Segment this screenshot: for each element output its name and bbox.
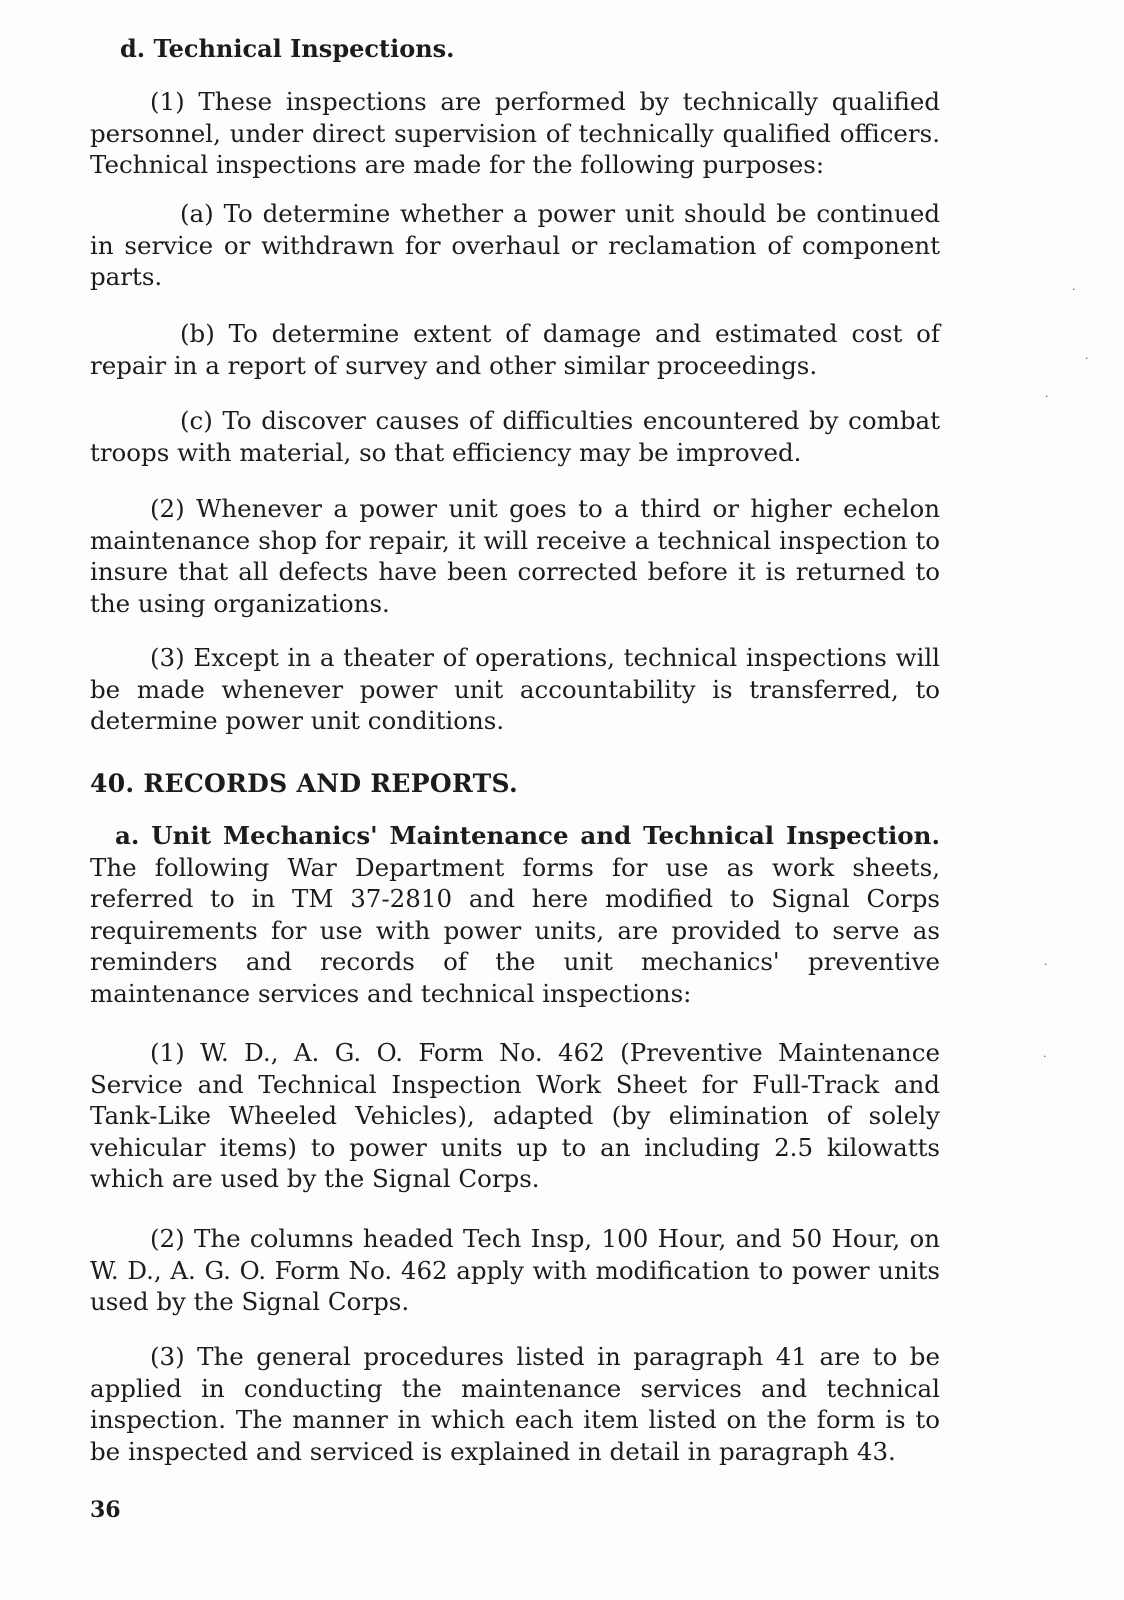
document-page <box>90 0 940 1600</box>
scan-speck: · <box>1072 283 1076 296</box>
paragraph-40a <box>90 820 940 1009</box>
paragraph-40a-text: The following War Department forms for use as work sheets, referred to in TM 37-2810 and here modified to Signal Corps requirements for use with power units, are provided to serve as reminders and records of the unit mechanics' preventive maintenance services and technical inspections: <box>90 852 940 1008</box>
section-heading: 40. RECORDS AND REPORTS. <box>90 769 518 798</box>
paragraph-40a-3: (3) The general procedures listed in paragraph 41 are to be applied in conducting the maintenance services and technical inspection. The manner in which each item listed on the form is to be inspected and serviced is explained in detail in paragraph 43. <box>90 1342 940 1466</box>
paragraph-2: (2) Whenever a power unit goes to a third or higher echelon maintenance shop for repair, it will receive a technical inspection to insure that all defects have been corrected before it is returned to the using organizations. <box>90 494 940 618</box>
paragraph-40a-1: (1) W. D., A. G. O. Form No. 462 (Preventive Maintenance Service and Technical Inspection Work Sheet for Full-Track and Tank-Like Wheeled Vehicles), adapted (by elimination of solely vehicular items) to power units up to an including 2.5 kilowatts which are used by the Signal Corps. <box>90 1038 940 1193</box>
paragraph-40a-2: (2) The columns headed Tech Insp, 100 Hour, and 50 Hour, on W. D., A. G. O. Form No. 462 apply with modification to power units used by the Signal Corps. <box>90 1224 940 1316</box>
scan-speck: · <box>1045 390 1049 403</box>
paragraph-1: (1) These inspections are performed by technically qualified personnel, under direct supervision of technically qualified officers. Technical inspections are made for the following purposes: <box>90 87 940 179</box>
page-number: 36 <box>90 1497 121 1523</box>
scan-speck: · <box>1044 958 1048 971</box>
paragraph-3: (3) Except in a theater of operations, technical inspections will be made whenever power unit accountability is transferred, to determine power unit conditions. <box>90 643 940 735</box>
paragraph-1a: (a) To determine whether a power unit should be continued in service or withdrawn for overhaul or reclamation of component parts. <box>90 199 940 291</box>
scan-speck: · <box>1085 352 1089 365</box>
subsection-heading: d. Technical Inspections. <box>120 34 455 63</box>
paragraph-1c: (c) To discover causes of difficulties encountered by combat troops with material, so that efficiency may be improved. <box>90 406 940 467</box>
paragraph-40a-label: a. Unit Mechanics' Maintenance and Technical Inspection. <box>115 821 940 850</box>
paragraph-1b: (b) To determine extent of damage and estimated cost of repair in a report of survey and other similar proceedings. <box>90 319 940 380</box>
scan-speck: · <box>1043 1050 1047 1063</box>
